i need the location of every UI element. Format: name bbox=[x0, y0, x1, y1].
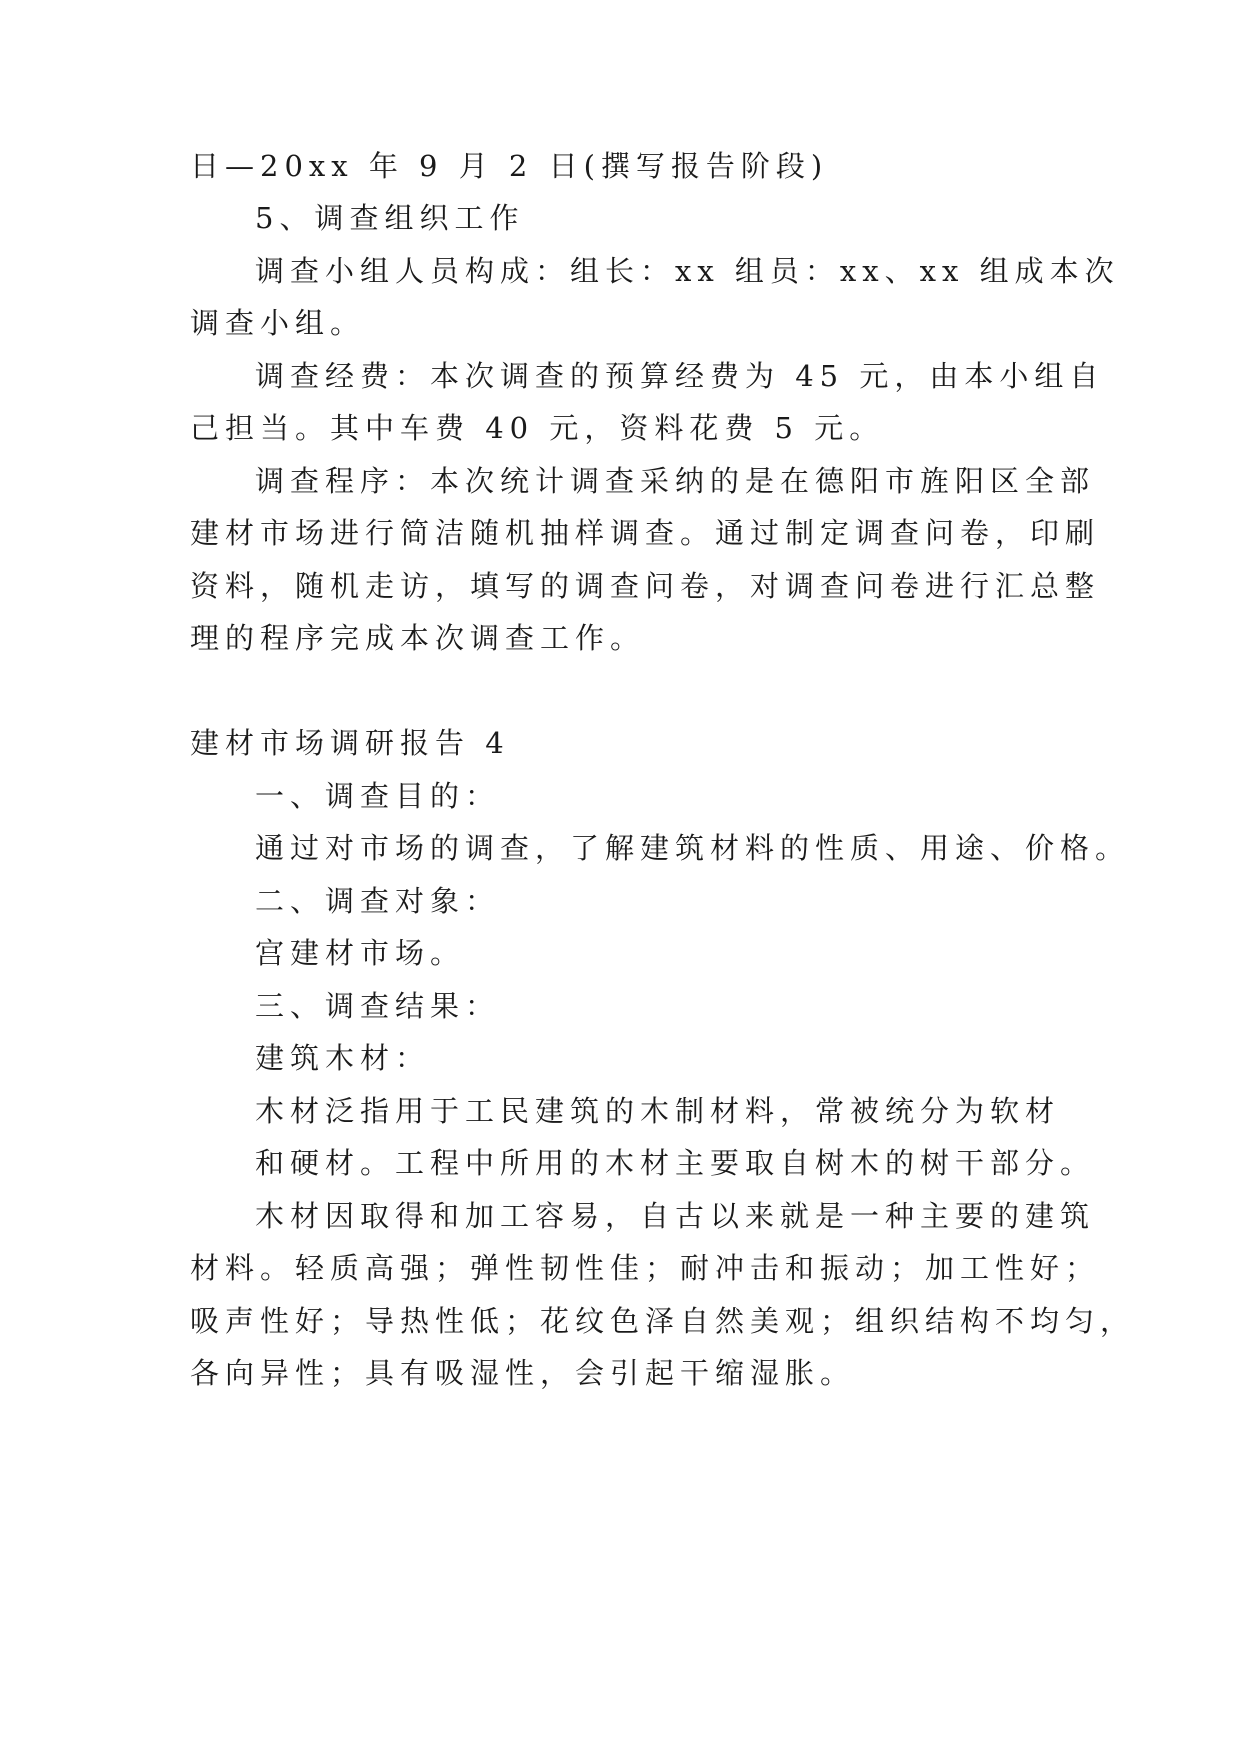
budget-line-2: 己担当。其中车费 40 元，资料花费 5 元。 bbox=[190, 411, 885, 445]
wood-line-5: 吸声性好；导热性低；花纹色泽自然美观；组织结构不均匀， bbox=[190, 1304, 1136, 1338]
procedure-line-4: 理的程序完成本次调查工作。 bbox=[190, 621, 646, 655]
wood-line-1: 木材泛指用于工民建筑的木制材料，常被统分为软材 bbox=[255, 1094, 1061, 1128]
members-line-1: 调查小组人员构成：组长：xx 组员：xx、xx 组成本次 bbox=[255, 254, 1120, 288]
wood-line-3: 木材因取得和加工容易，自古以来就是一种主要的建筑 bbox=[255, 1199, 1096, 1233]
org-heading: 5、调查组织工作 bbox=[255, 201, 525, 235]
result-heading: 三、调查结果： bbox=[255, 989, 501, 1023]
object-heading: 二、调查对象： bbox=[255, 884, 501, 918]
budget-line-1: 调查经费：本次调查的预算经费为 45 元，由本小组自 bbox=[255, 359, 1105, 393]
procedure-line-3: 资料，随机走访，填写的调查问卷，对调查问卷进行汇总整 bbox=[190, 569, 1101, 603]
wood-line-6: 各向异性；具有吸湿性，会引起干缩湿胀。 bbox=[190, 1356, 856, 1390]
purpose-text: 通过对市场的调查，了解建筑材料的性质、用途、价格。 bbox=[255, 831, 1131, 865]
object-text: 宫建材市场。 bbox=[255, 936, 466, 970]
date-line: 日—20xx 年 9 月 2 日(撰写报告阶段) bbox=[190, 149, 829, 183]
procedure-line-1: 调查程序：本次统计调查采纳的是在德阳市旌阳区全部 bbox=[255, 464, 1096, 498]
wood-line-4: 材料。轻质高强；弹性韧性佳；耐冲击和振动；加工性好； bbox=[190, 1251, 1101, 1285]
procedure-line-2: 建材市场进行简洁随机抽样调查。通过制定调查问卷，印刷 bbox=[190, 516, 1101, 550]
wood-line-2: 和硬材。工程中所用的木材主要取自树木的树干部分。 bbox=[255, 1146, 1096, 1180]
members-line-2: 调查小组。 bbox=[190, 306, 366, 340]
section-title: 建材市场调研报告 4 bbox=[190, 726, 510, 760]
wood-heading: 建筑木材： bbox=[255, 1041, 431, 1075]
purpose-heading: 一、调查目的： bbox=[255, 779, 501, 813]
